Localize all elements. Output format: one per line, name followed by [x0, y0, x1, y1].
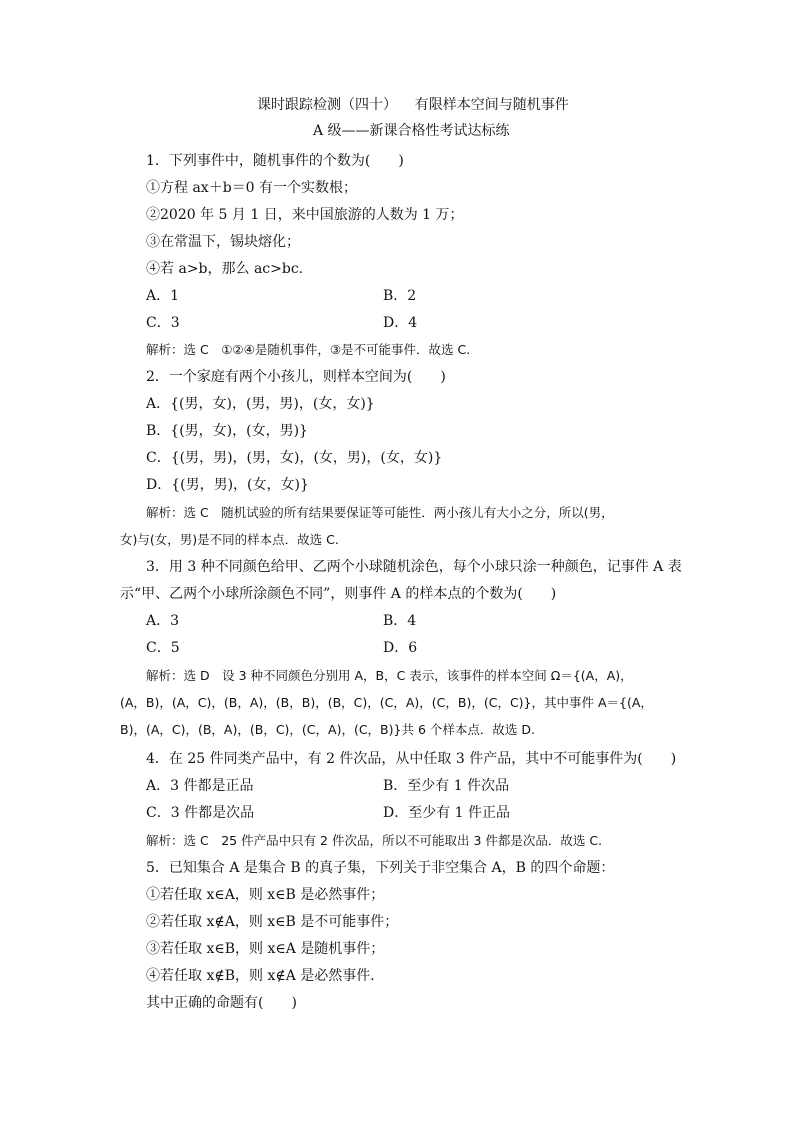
q4-option-c: C．3 件都是次品	[146, 805, 255, 821]
q3-solution-line-3: B)，(A，C)，(B，A)，(B，C)，(C，A)，(C，B)}共 6 个样本点．故选 D.	[120, 722, 535, 737]
q4-option-d: D．至少有 1 件正品	[383, 805, 511, 821]
q3-solution-line-2: (A，B)，(A，C)，(B，A)，(B，B)，(B，C)，(C，A)，(C，B)，(C，C)}，其中事件 A＝{(A，	[120, 695, 653, 710]
q1-solution: 解析：选 C ①②④是随机事件，③是不可能事件．故选 C.	[146, 342, 471, 357]
q2-option-a: A．{(男，女)，(男，男)，(女，女)}	[146, 396, 375, 412]
q1-item-4: ④若 a>b，那么 ac>bc.	[146, 261, 304, 277]
q5-stem: 5．已知集合 A 是集合 B 的真子集，下列关于非空集合 A，B 的四个命题：	[146, 860, 615, 876]
q1-item-1: ①方程 ax＋b＝0 有一个实数根；	[146, 180, 358, 196]
q1-option-a: A．1	[146, 288, 180, 304]
q4-stem: 4．在 25 件同类产品中，有 2 件次品，从中任取 3 件产品，其中不可能事件为( )	[146, 751, 677, 767]
q1-option-b: B．2	[383, 288, 417, 304]
q2-option-d: D．{(男，男)，(女，女)}	[146, 477, 309, 493]
q3-stem-line-2: 示“甲、乙两个小球所涂颜色不同”，则事件 A 的样本点的个数为( )	[120, 586, 557, 602]
q5-closing: 其中正确的命题有( )	[146, 995, 297, 1011]
q3-option-c: C．5	[146, 640, 180, 656]
q5-item-2: ②若任取 x∉A，则 x∈B 是不可能事件；	[146, 914, 399, 930]
level-subtitle: A 级——新课合格性考试达标练	[313, 123, 510, 139]
q2-option-c: C．{(男，男)，(男，女)，(女，男)，(女，女)}	[146, 450, 443, 466]
q2-solution-line-1: 解析：选 C 随机试验的所有结果要保证等可能性．两小孩儿有大小之分，所以(男，	[146, 505, 614, 520]
q2-solution-line-2: 女)与(女，男)是不同的样本点．故选 C.	[120, 532, 339, 547]
q5-item-3: ③若任取 x∈B，则 x∈A 是随机事件；	[146, 941, 385, 957]
document-title: 课时跟踪检测（四十） 有限样本空间与随机事件	[257, 97, 569, 113]
q3-option-d: D．6	[383, 640, 418, 656]
q4-option-b: B．至少有 1 件次品	[383, 778, 510, 794]
q3-option-b: B．4	[383, 613, 417, 629]
q3-option-a: A．3	[146, 613, 180, 629]
q1-item-3: ③在常温下，锡块熔化；	[146, 234, 300, 250]
q4-option-a: A．3 件都是正品	[146, 778, 254, 794]
q3-stem-line-1: 3．用 3 种不同颜色给甲、乙两个小球随机涂色，每个小球只涂一种颜色，记事件 A 表	[146, 559, 682, 575]
q1-stem: 1．下列事件中，随机事件的个数为( )	[146, 153, 404, 169]
q1-option-d: D．4	[383, 315, 418, 331]
q2-stem: 2．一个家庭有两个小孩儿，则样本空间为( )	[146, 369, 446, 385]
q5-item-4: ④若任取 x∉B，则 x∉A 是必然事件．	[146, 968, 385, 984]
q2-option-b: B．{(男，女)，(女，男)}	[146, 423, 308, 439]
q3-solution-line-1: 解析：选 D 设 3 种不同颜色分别用 A，B，C 表示，该事件的样本空间 Ω＝{(A，A)，	[146, 668, 633, 683]
q1-item-2: ②2020 年 5 月 1 日，来中国旅游的人数为 1 万；	[146, 207, 464, 223]
q5-item-1: ①若任取 x∈A，则 x∈B 是必然事件；	[146, 887, 385, 903]
q4-solution: 解析：选 C 25 件产品中只有 2 件次品，所以不可能取出 3 件都是次品．故选 C.	[146, 833, 603, 848]
q1-option-c: C．3	[146, 315, 180, 331]
